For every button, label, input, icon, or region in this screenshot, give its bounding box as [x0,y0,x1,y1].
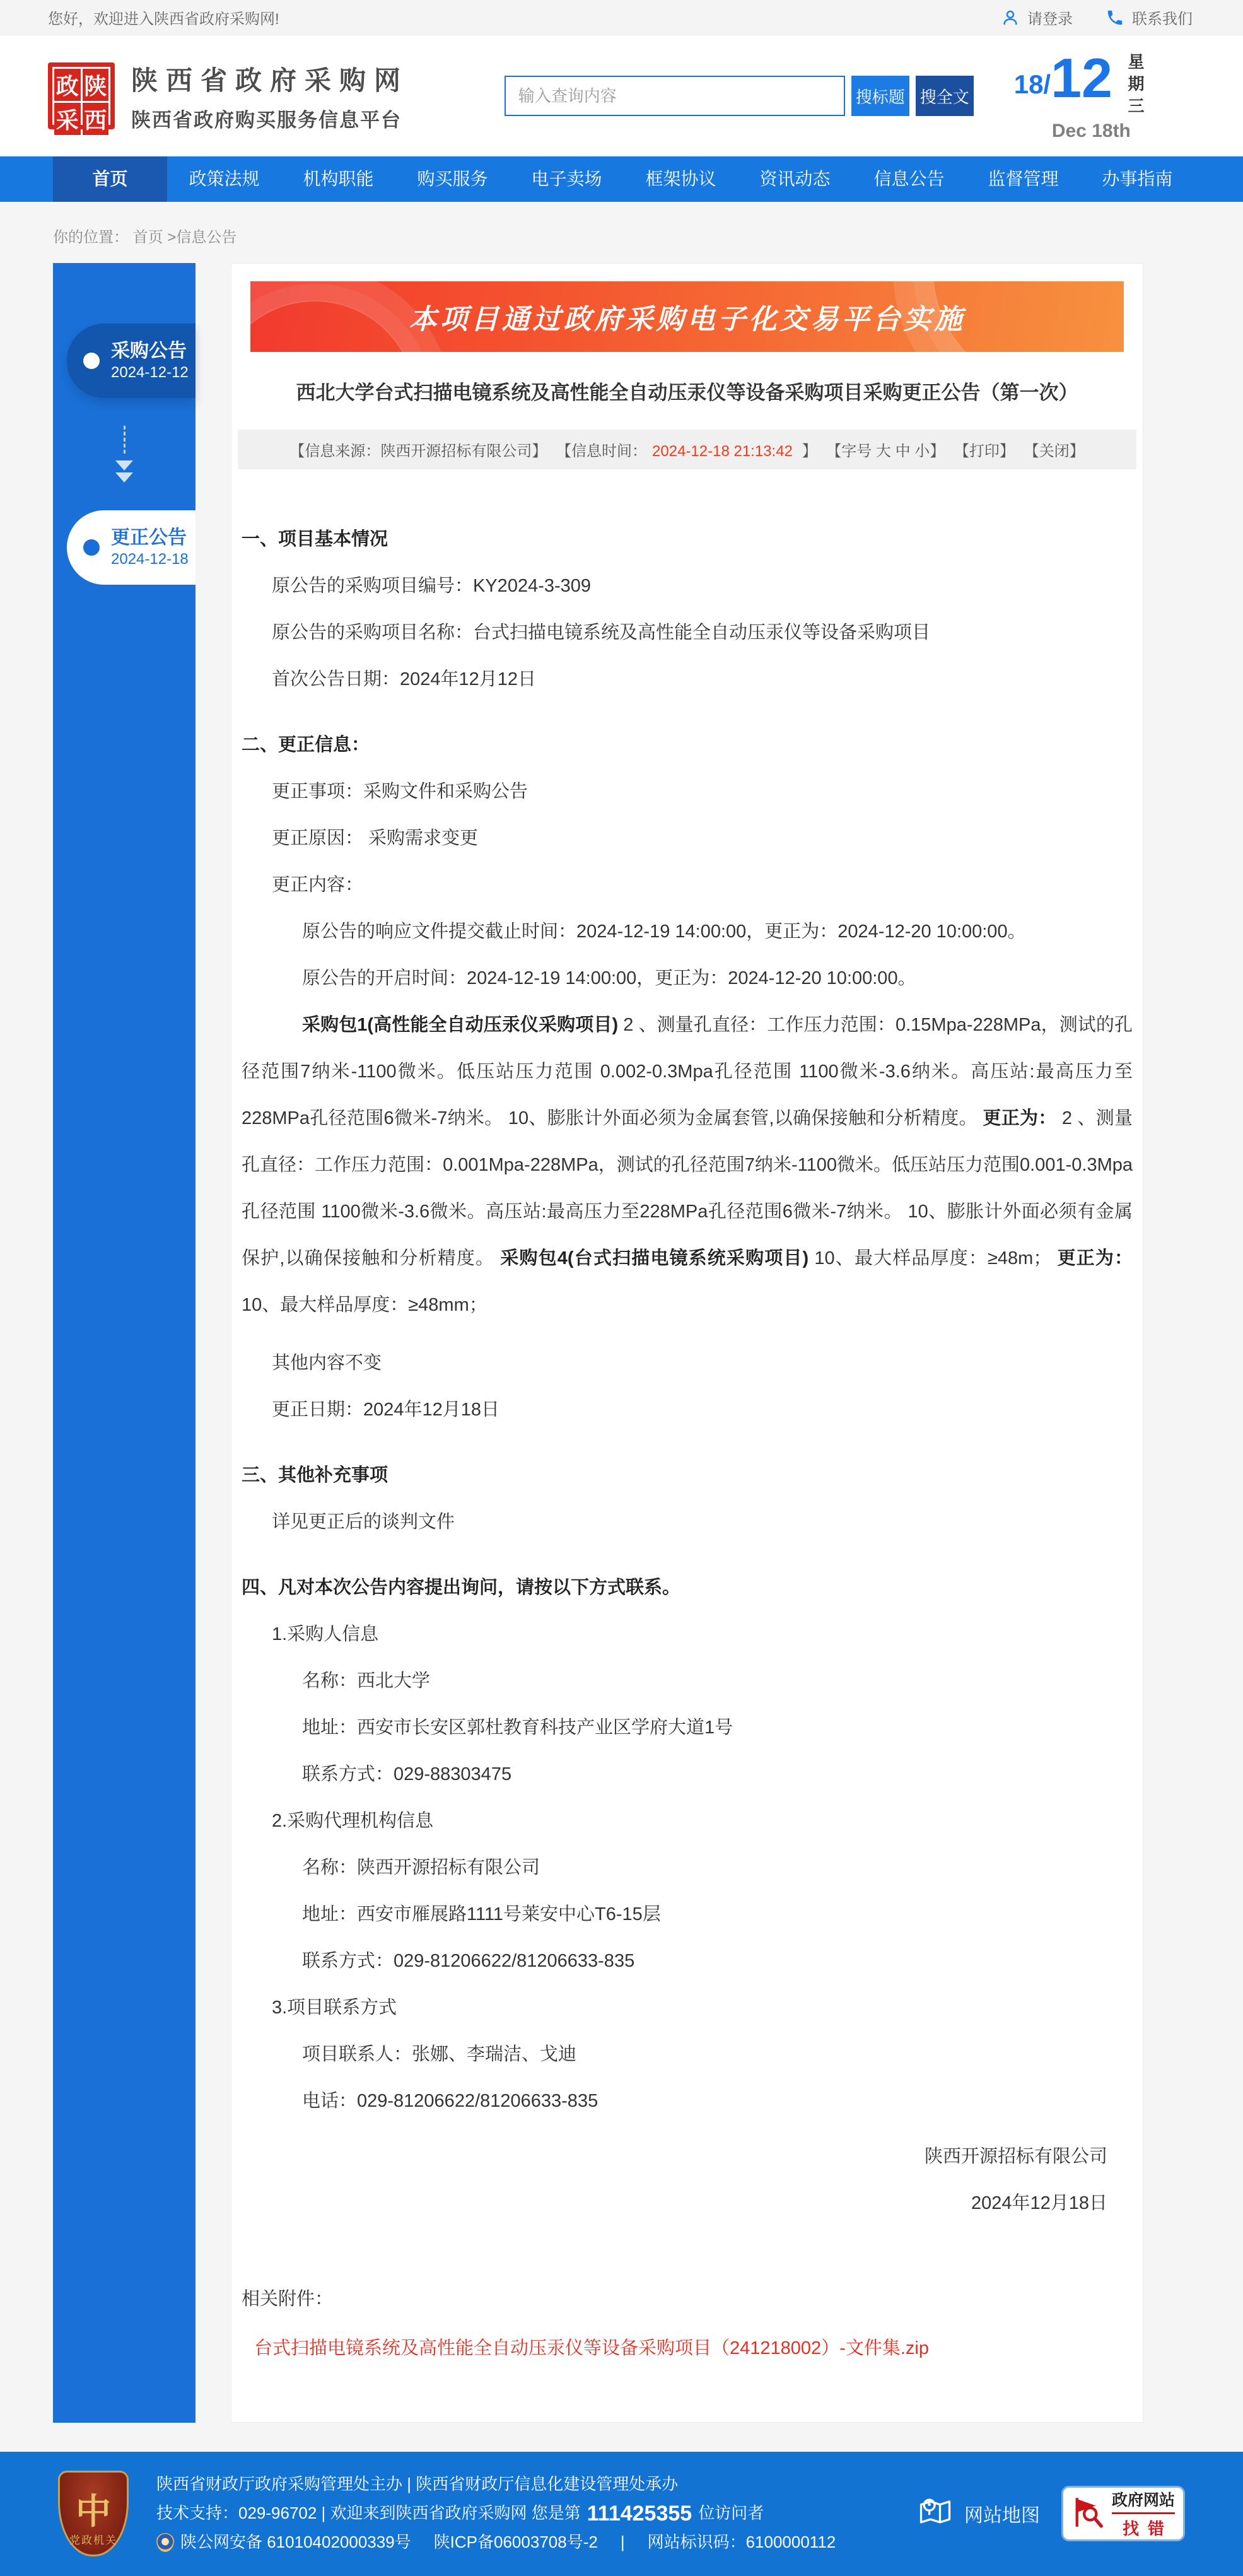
contact-label: 联系我们 [1132,11,1193,28]
date-widget [1013,46,1194,142]
timeline-item-text: 更正公告 2024-12-18 [111,527,189,568]
section-heading: 四、凡对本次公告内容提出询问，请按以下方式联系。 [242,1577,681,1598]
article-line: 原公告的采购项目名称：台式扫描电镜系统及高性能全自动压汞仪等设备采购项目 [272,622,931,643]
article-line: 详见更正后的谈判文件 [272,1511,455,1532]
nav-item-framework[interactable]: 框架协议 [645,169,716,189]
article-line: 项目联系人：张娜、李瑞洁、戈迪 [302,2044,577,2064]
footer-line-beian [156,2532,836,2552]
meta-bar [238,430,1136,469]
contact-link[interactable] [1106,6,1193,28]
section-heading: 二、更正信息： [242,734,370,755]
article-line: 原公告的开启时间：2024-12-19 14:00:00，更正为：2024-12-20 10:00:00。 [302,968,916,988]
date-month: 12 [1051,46,1112,109]
article-line: 名称：西北大学 [302,1670,431,1691]
timeline-sidebar [53,263,195,2423]
topbar-right [1001,6,1193,28]
logo-char: 政 [54,69,81,101]
party-government-emblem [58,2471,129,2556]
footer-separator: | [620,2532,625,2552]
date-day: 18/ [1013,69,1051,99]
footer-text [156,2468,836,2558]
nav-item-purchase-services[interactable]: 购买服务 [417,169,488,189]
contact-heading: 3.项目联系方式 [272,1997,397,2018]
nav-item-functions[interactable]: 机构职能 [303,169,374,189]
nav-item-guide[interactable]: 办事指南 [1102,169,1173,189]
search-bar [505,76,974,116]
brand [48,60,409,132]
login-label: 请登录 [1027,11,1073,28]
main-area [0,257,1243,2452]
nav-item-news[interactable]: 资讯动态 [759,169,831,189]
phone-icon [1106,8,1124,27]
timeline-item-correction-notice[interactable] [67,510,195,585]
weekday-label: 星期三 [1126,52,1145,119]
breadcrumb-current-link[interactable]: 信息公告 [176,229,237,246]
meta-source: 【信息来源：陕西开源招标有限公司】 [289,442,547,460]
correction-detail-paragraph: 采购包1(高性能全自动压汞仪采购项目) 2 、测量孔直径：工作压力范围：0.15Mpa-228MPa，测试的孔径范围7纳米-1100微米。低压站压力范围 0.002-0.3Mpa孔径范围 1100微米-3.6纳米。高压站:最高压力至228MPa孔径范围6微米-7纳米。 10、膨胀计外面必须为金属套管,以确保接触和分析精度。 更正为： 2 、测量孔直径：工作压力范围：0.001Mpa-228MPa，测试的孔径范围7纳米-1100微米。低压站压力范围0.001-0.3Mpa孔径范围 1100微米-3.6微米。高压站:最高压力至228MPa孔径范围6微米-7纳米。 10、膨胀计外面必须有金属保护,以确保接触和分析精度。 采购包4(台式扫描电镜系统采购项目) 10、最大样品厚度：≥48m； 更正为： 10、最大样品厚度：≥48mm； [242,1014,1133,1315]
article-line: 更正内容： [272,874,364,895]
attachment-download-link[interactable]: 台式扫描电镜系统及高性能全自动压汞仪等设备采购项目（241218002）-文件集.zip [254,2338,929,2358]
site-code: 网站标识码：6100000112 [647,2532,836,2552]
beian-link[interactable]: 陕公网安备 61010402000339号 [180,2532,411,2552]
signature-date: 2024年12月18日 [971,2193,1107,2213]
brand-text [131,60,409,132]
section-heading: 三、其他补充事项 [242,1465,388,1485]
contact-heading: 1.采购人信息 [272,1624,379,1644]
map-icon [916,2492,954,2535]
article-line: 原公告的响应文件提交截止时间：2024-12-19 14:00:00，更正为：2024-12-20 10:00:00。 [302,921,1026,942]
date-english: Dec 18th [1051,120,1131,141]
footer-right [916,2486,1185,2541]
section-heading: 一、项目基本情况 [242,529,388,549]
nav-item-policies[interactable]: 政策法规 [189,169,260,189]
timeline-dot-icon [83,539,100,556]
search-title-button[interactable]: 搜标题 [851,76,909,116]
article-line: 更正事项：采购文件和采购公告 [272,781,528,802]
sitemap-link[interactable] [916,2492,1040,2535]
article-line: 原公告的采购项目编号：KY2024-3-309 [272,575,592,596]
print-button[interactable]: 【打印】 [954,442,1015,460]
search-fulltext-button[interactable]: 搜全文 [916,76,974,116]
article-line: 电话：029-81206622/81206633-835 [302,2090,598,2111]
signature-company: 陕西开源招标有限公司 [924,2146,1107,2167]
footer-line-organizers: 陕西省财政厅政府采购管理处主办 | 陕西省财政厅信息化建设管理处承办 [156,2474,679,2494]
find-error-icon [1071,2495,1107,2533]
sitemap-label: 网站地图 [964,2505,1040,2526]
logo-char: 陕 [83,69,109,101]
announcement-body [238,469,1136,2372]
page-title: 西北大学台式扫描电镜系统及高性能全自动压汞仪等设备采购项目采购更正公告（第一次） [296,382,1078,404]
signature-block [242,2133,1133,2227]
user-icon [1001,8,1020,27]
emblem-mark-icon: 中 [76,2493,111,2532]
close-button[interactable]: 【关闭】 [1024,442,1085,460]
site-subtitle: 陕西省政府购买服务信息平台 [131,108,402,131]
meta-time-close: 】 [797,442,817,460]
attachments-label: 相关附件： [242,2288,334,2309]
article-line: 联系方式：029-81206622/81206633-835 [302,1950,635,1971]
nav-item-announcements[interactable]: 信息公告 [873,169,945,189]
icp-number: 陕ICP备06003708号-2 [433,2532,598,2552]
footer-line-visitors: 技术支持：029-96702 | 欢迎来到陕西省政府采购网 您是第 111425355 位访问者 [156,2501,764,2526]
search-input[interactable] [505,76,845,116]
contact-heading: 2.采购代理机构信息 [272,1810,434,1831]
breadcrumb-separator: > [167,229,177,246]
timeline-arrow-down-icon [53,426,195,483]
breadcrumb-label: 你的位置： [53,229,129,246]
error-report-badge[interactable] [1061,2486,1185,2541]
platform-banner [250,281,1124,352]
timeline-dot-icon [83,353,100,369]
meta-time-value: 2024-12-18 21:13:42 [652,442,793,460]
nav-item-supervision[interactable]: 监督管理 [988,169,1059,189]
timeline-item-procurement-notice[interactable] [67,324,195,398]
article-line: 其他内容不变 [272,1352,382,1373]
footer [0,2452,1243,2576]
breadcrumb-home-link[interactable]: 首页 [132,229,163,246]
meta-time-label: 【信息时间： [556,442,648,460]
greeting-text: 您好，欢迎进入陕西省政府采购网! [48,11,279,28]
logo-char: 西 [83,103,109,135]
visitor-count: 111425355 [586,2501,692,2526]
logo-char: 采 [54,103,81,135]
article-line: 地址：西安市雁展路1111号莱安中心T6-15层 [302,1904,661,1924]
nav-item-home[interactable]: 首页 [53,156,167,202]
site-name: 陕西省政府采购网 [131,65,409,95]
content-card [231,263,1143,2423]
topbar [0,0,1243,35]
article-line: 更正日期：2024年12月18日 [272,1399,500,1420]
article-line: 名称：陕西开源招标有限公司 [302,1857,540,1878]
font-size-controls[interactable]: 【字号 大 中 小】 [826,442,945,460]
article-line: 联系方式：029-88303475 [302,1764,512,1784]
login-link[interactable] [1001,6,1073,28]
timeline-item-text: 采购公告 2024-12-12 [111,341,189,381]
error-badge-text: 政府网站 找错 [1112,2488,1175,2539]
article-line: 地址：西安市长安区郭杜教育科技产业区学府大道1号 [302,1717,733,1738]
header [0,35,1243,156]
police-badge-icon [156,2533,174,2552]
nav-item-e-market[interactable]: 电子卖场 [531,169,602,189]
breadcrumb [0,202,1243,257]
site-logo [48,62,115,133]
main-nav [0,156,1243,202]
emblem-label: 党政机关 [69,2534,117,2546]
article-line: 首次公告日期：2024年12月12日 [272,669,537,689]
banner-text: 本项目通过政府采购电子化交易平台实施 [409,304,966,335]
article-line: 更正原因： 采购需求变更 [272,828,479,848]
